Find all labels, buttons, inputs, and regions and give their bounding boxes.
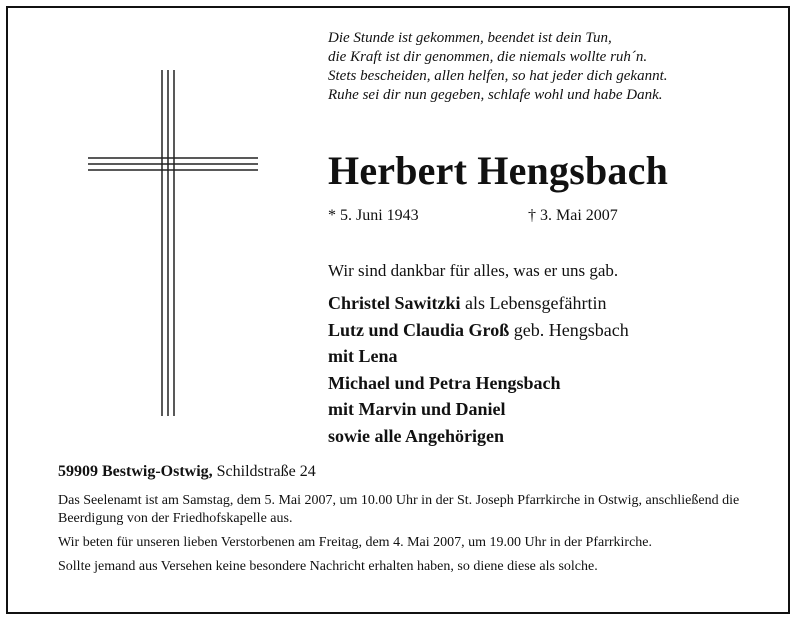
info-paragraph: Wir beten für unseren lieben Verstorbenen am Freitag, dem 4. Mai 2007, um 19.00 Uhr in der Pfarrkirche. <box>58 535 653 550</box>
mourner-name: Christel Sawitzki <box>328 293 461 313</box>
poem-line: die Kraft ist dir genommen, die niemals wollte ruh´n. <box>328 49 648 65</box>
mourners-list <box>328 290 629 449</box>
family-address <box>58 462 316 482</box>
mourner-name: sowie alle Angehörigen <box>328 425 504 446</box>
mourner-name: Lutz und Claudia Groß <box>328 319 510 340</box>
info-paragraph: Sollte jemand aus Versehen keine besondere Nachricht erhalten haben, so diene diese als solche. <box>58 559 598 574</box>
mourner-name: Michael und Petra Hengsbach <box>328 372 561 393</box>
mourner-note: geb. Hengsbach <box>509 319 629 340</box>
mourner-line <box>328 396 629 423</box>
mourner-line <box>328 343 629 370</box>
mourner-line <box>328 370 629 397</box>
info-paragraph: Das Seelenamt ist am Samstag, dem 5. Mai 2007, um 10.00 Uhr in der St. Joseph Pfarrkirche in Ostwig, anschließend die Beerdigung von der Friedhofskapelle aus. <box>58 493 740 526</box>
memorial-poem <box>328 29 768 105</box>
mourner-line <box>328 317 629 344</box>
death-date: † 3. Mai 2007 <box>528 207 618 224</box>
deceased-name: Herbert Hengsbach <box>328 148 669 193</box>
service-info <box>58 492 778 582</box>
cross-icon <box>88 70 258 416</box>
address-city: 59909 Bestwig-Ostwig, <box>58 463 213 480</box>
gratitude-line: Wir sind dankbar für alles, was er uns gab. <box>328 261 619 280</box>
mourner-note: als Lebensgefährtin <box>460 293 607 313</box>
cross-symbol <box>88 70 258 416</box>
poem-line: Ruhe sei dir nun gegeben, schlafe wohl und habe Dank. <box>328 87 663 103</box>
mourner-name: mit Marvin und Daniel <box>328 399 506 419</box>
mourner-line <box>328 290 629 317</box>
mourner-name: mit Lena <box>328 346 398 366</box>
address-street: Schildstraße 24 <box>212 463 316 480</box>
poem-line: Stets bescheiden, allen helfen, so hat jeder dich gekannt. <box>328 68 668 84</box>
obituary-notice <box>6 6 790 614</box>
poem-line: Die Stunde ist gekommen, beendet ist dein Tun, <box>328 30 612 46</box>
mourner-line <box>328 423 629 450</box>
birth-date: * 5. Juni 1943 <box>328 207 419 224</box>
